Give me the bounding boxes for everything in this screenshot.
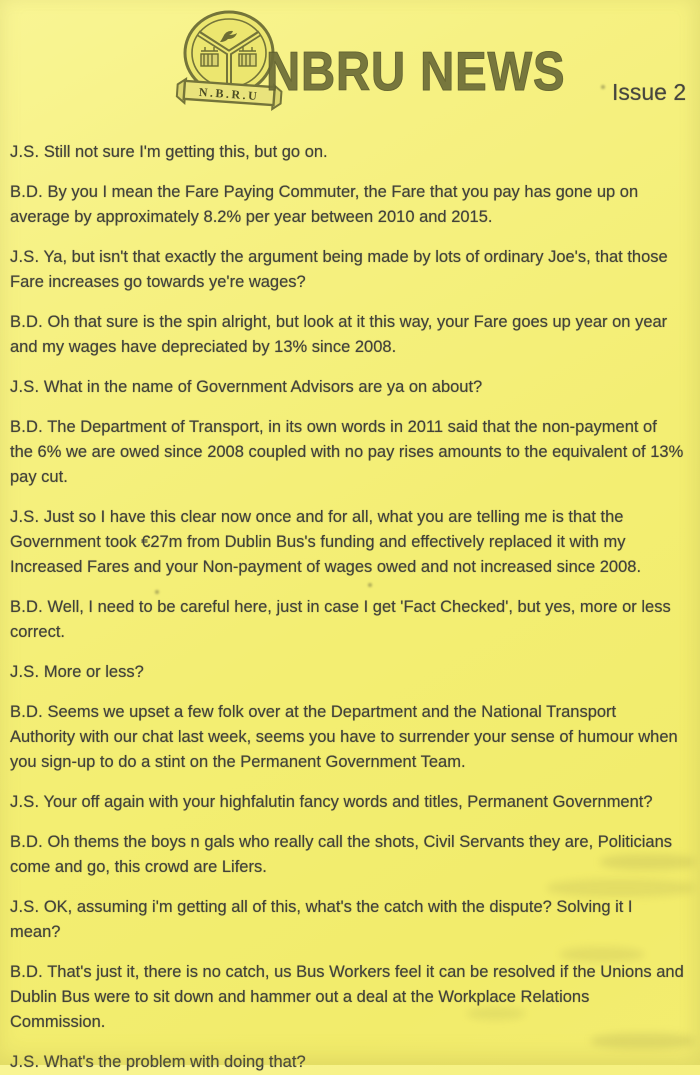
- dialogue-paragraph: [10, 1050, 684, 1075]
- speaker-label: B.D.: [10, 598, 43, 616]
- speaker-label: B.D.: [10, 183, 43, 201]
- dialogue-paragraph: [10, 700, 684, 775]
- speaker-label: J.S.: [10, 663, 40, 681]
- dialogue-text: OK, assuming i'm getting all of this, what's the catch with the dispute? Solving it I mean?: [10, 898, 633, 941]
- dialogue-text: Seems we upset a few folk over at the Department and the National Transport Authority with our chat last week, seems you have to surrender your sense of humour when you sign-up to do a stint on the Permanent Government Team.: [10, 703, 678, 771]
- dialogue-text: The Department of Transport, in its own words in 2011 said that the non-payment of the 6% we are owed since 2008 coupled with no pay rises amounts to the equivalent of 13% pay cut.: [10, 418, 684, 486]
- speaker-label: B.D.: [10, 833, 43, 851]
- newsletter-title: NBRU NEWS: [266, 40, 566, 102]
- dialogue-paragraph: [10, 245, 684, 295]
- dialogue-text: By you I mean the Fare Paying Commuter, the Fare that you pay has gone up on average by approximately 8.2% per year between 2010 and 2015.: [10, 183, 639, 226]
- issue-label: Issue 2: [612, 79, 687, 105]
- dialogue-paragraph: [10, 505, 684, 580]
- dialogue-text: Still not sure I'm getting this, but go on.: [43, 143, 328, 161]
- dialogue-paragraph: [10, 595, 684, 645]
- dialogue-paragraph: [10, 310, 684, 360]
- dialogue-paragraph: [10, 830, 684, 880]
- dialogue-text: That's just it, there is no catch, us Bus Workers feel it can be resolved if the Unions and Dublin Bus were to sit down and hammer out a deal at the Workplace Relations Commission.: [10, 963, 684, 1031]
- dialogue-text: Oh thems the boys n gals who really call the shots, Civil Servants they are, Politicians come and go, this crowd are Lifers.: [10, 833, 673, 876]
- dialogue-paragraph: [10, 660, 684, 685]
- dialogue-paragraph: [10, 140, 684, 165]
- dialogue-text: Oh that sure is the spin alright, but look at it this way, your Fare goes up year on year and my wages have depreciated by 13% since 2008.: [10, 313, 668, 356]
- dialogue-paragraph: [10, 180, 684, 230]
- dialogue-text: Well, I need to be careful here, just in case I get 'Fact Checked', but yes, more or less correct.: [10, 598, 671, 641]
- dialogue-paragraph: [10, 960, 684, 1035]
- speaker-label: J.S.: [10, 248, 40, 266]
- speaker-label: J.S.: [10, 508, 40, 526]
- dialogue-text: Ya, but isn't that exactly the argument being made by lots of ordinary Joe's, that those Fare increases go towards ye're wages?: [10, 248, 668, 291]
- dialogue-paragraph: [10, 375, 684, 400]
- speaker-label: J.S.: [10, 143, 40, 161]
- dialogue-text: Just so I have this clear now once and for all, what you are telling me is that the Government took €27m from Dublin Bus's funding and effectively replaced it with my Increased Fares and your Non-payment of wages owed and not increased since 2008.: [10, 508, 642, 576]
- speaker-label: J.S.: [10, 898, 40, 916]
- dialogue-text: What's the problem with doing that?: [43, 1053, 306, 1071]
- dialogue-paragraph: [10, 895, 684, 945]
- dialogue-paragraph: [10, 790, 684, 815]
- speaker-label: B.D.: [10, 963, 43, 981]
- newsletter-header: [0, 0, 700, 130]
- banner-text: N.B.R.U: [198, 84, 260, 104]
- dialogue-text: Your off again with your highfalutin fancy words and titles, Permanent Government?: [43, 793, 653, 811]
- speaker-label: J.S.: [10, 1053, 40, 1071]
- dialogue-body: [0, 130, 700, 1075]
- speaker-label: B.D.: [10, 418, 43, 436]
- speaker-label: B.D.: [10, 703, 43, 721]
- speaker-label: J.S.: [10, 793, 40, 811]
- dialogue-text: More or less?: [43, 663, 144, 681]
- dialogue-paragraph: [10, 415, 684, 490]
- speaker-label: B.D.: [10, 313, 43, 331]
- dialogue-text: What in the name of Government Advisors are ya on about?: [43, 378, 483, 396]
- speaker-label: J.S.: [10, 378, 40, 396]
